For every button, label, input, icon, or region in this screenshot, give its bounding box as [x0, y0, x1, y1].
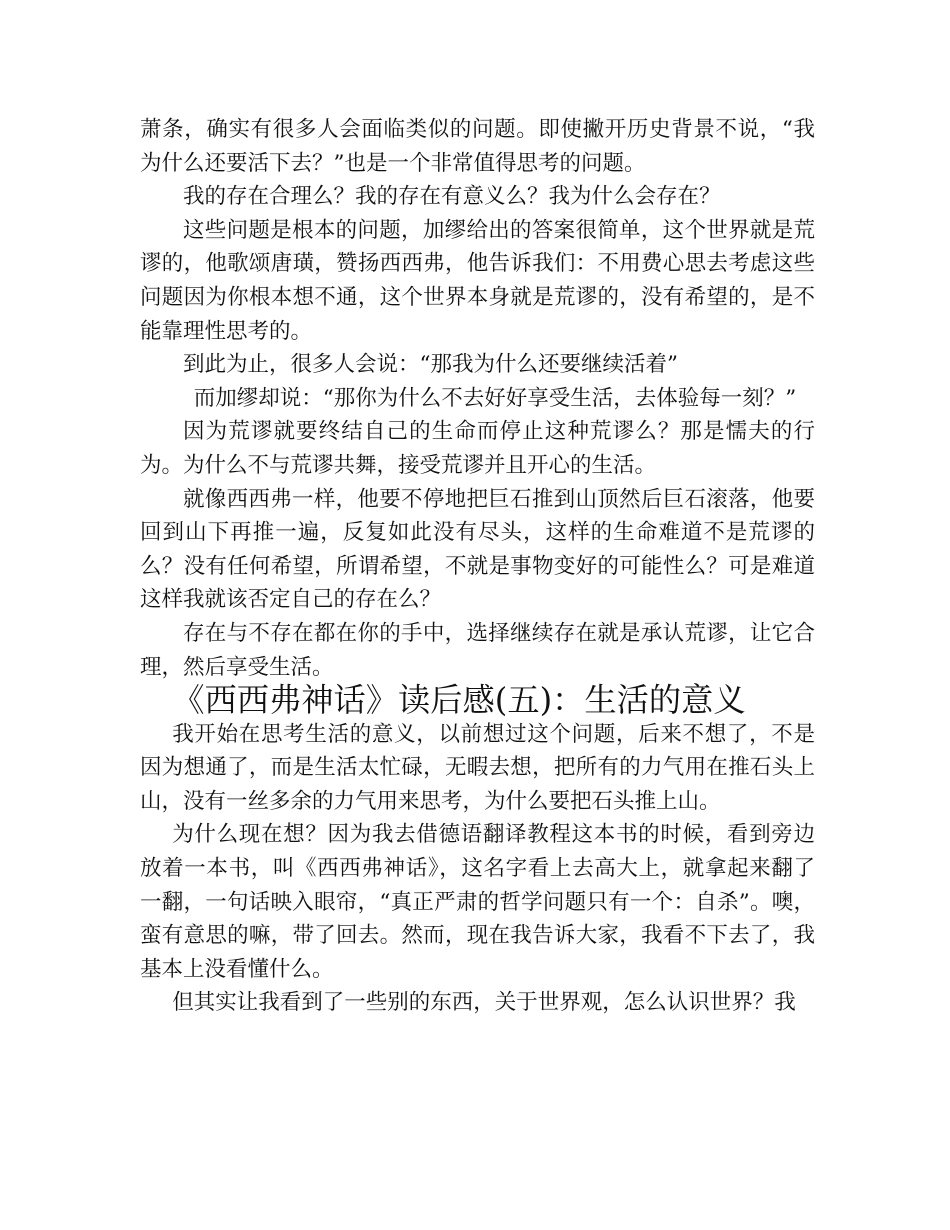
- paragraph-6: 因为荒谬就要终结自己的生命而停止这种荒谬么？那是懦夫的行为。为什么不与荒谬共舞，接受荒谬并且开心的生活。: [140, 419, 815, 478]
- paragraph-7: 就像西西弗一样，他要不停地把巨石推到山顶然后巨石滚落，他要回到山下再推一遍，反复如此没有尽头，这样的生命难道不是荒谬的么？没有任何希望，所谓希望，不就是事物变好的可能性么？可是难道这样我就该否定自己的存在么？: [140, 486, 815, 613]
- paragraph-10: 为什么现在想？因为我去借德语翻译教程这本书的时候，看到旁边放着一本书，叫《西西弗神话》，这名字看上去高大上，就拿起来翻了一翻，一句话映入眼帘，“真正严肃的哲学问题只有一个：自杀”。噢，蛮有意思的嘛，带了回去。然而，现在我告诉大家，我看不下去了，我基本上没看懂什么。: [140, 822, 815, 982]
- document-page: [140, 113, 815, 1020]
- paragraph-5: 而加缪却说：“那你为什么不去好好享受生活，去体验每一刻？”: [193, 385, 797, 411]
- paragraph-8: 存在与不存在都在你的手中，选择继续存在就是承认荒谬，让它合理，然后享受生活。: [140, 620, 815, 680]
- paragraph-4: 到此为止，很多人会说：“那我为什么还要继续活着”: [183, 352, 678, 378]
- paragraph-3: 这些问题是根本的问题，加缪给出的答案很简单，这个世界就是荒谬的，他歌颂唐璜，赞扬西西弗，他告诉我们：不用费心思去考虑这些问题因为你根本想不通，这个世界本身就是荒谬的，没有希望的，是不能靠理性思考的。: [140, 217, 815, 344]
- paragraph-9: 我开始在思考生活的意义，以前想过这个问题，后来不想了，不是因为想通了，而是生活太忙碌，无暇去想，把所有的力气用在推石头上山，没有一丝多余的力气用来思考，为什么要把石头推上山。: [140, 721, 815, 814]
- paragraph-2: 我的存在合理么？我的存在有意义么？我为什么会存在？: [183, 184, 721, 210]
- section-heading: 《西西弗神话》读后感(五)：生活的意义: [172, 681, 746, 720]
- paragraph-11: 但其实让我看到了一些别的东西，关于世界观，怎么认识世界？我: [172, 990, 796, 1016]
- paragraph-1: 萧条，确实有很多人会面临类似的问题。即使撇开历史背景不说，“我为什么还要活下去？”也是一个非常值得思考的问题。: [140, 117, 815, 176]
